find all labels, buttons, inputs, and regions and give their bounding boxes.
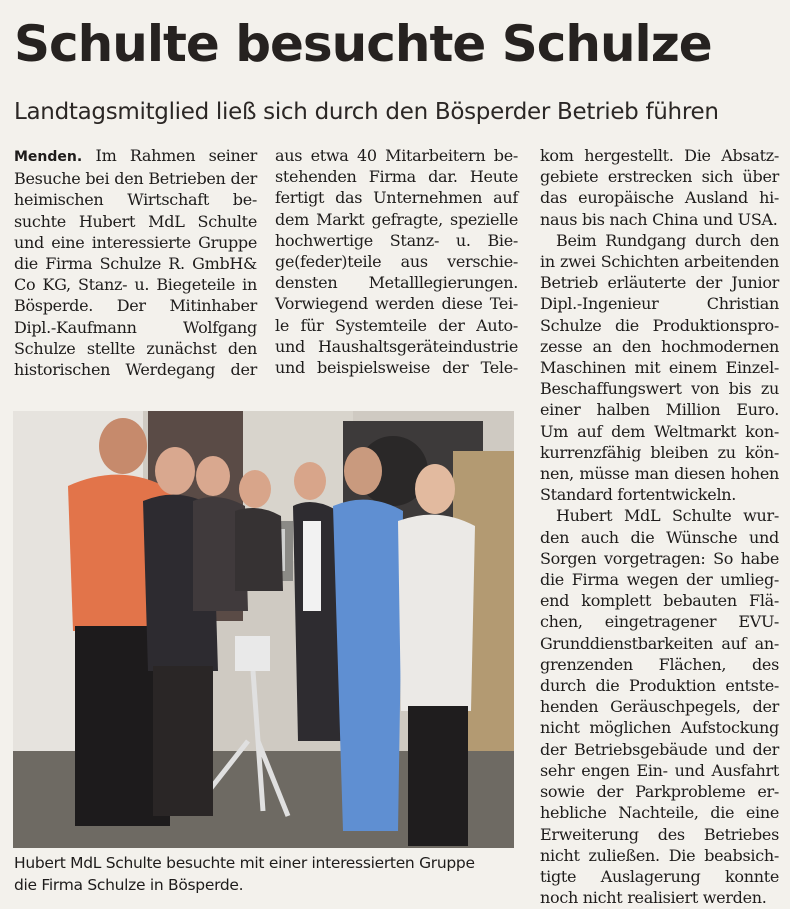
text-line: die Firma wegen der umlieg-: [540, 570, 779, 590]
caption-line: die Firma Schulze in Bösperde.: [14, 876, 244, 894]
text-line: zesse an den hochmodernen: [540, 336, 779, 356]
text-line: Co KG, Stanz- u. Biegeteile in: [14, 275, 257, 295]
text-line: Besuche bei den Betrieben der: [14, 169, 257, 189]
text-line: Betrieb erläuterte der Junior: [540, 273, 779, 293]
text-line: Beschaffungswert von bis zu: [540, 379, 779, 399]
text-line: und eine interessierte Gruppe: [14, 232, 257, 252]
text-line: Bösperde. Der Mitinhaber: [14, 296, 257, 316]
text-line: Dipl.-Ingenieur Christian: [540, 294, 779, 314]
text-line: fertigt das Unternehmen auf: [275, 188, 518, 208]
text-line: sowie der Parkprobleme er-: [540, 782, 779, 802]
text-line: nicht möglichen Aufstockung: [540, 718, 779, 738]
text-line: historischen Werdegang der: [14, 360, 257, 380]
text-line: le für Systemteile der Auto-: [275, 315, 518, 335]
text-line: kurrenzfähig bleiben zu kön-: [540, 442, 779, 462]
caption-line: Hubert MdL Schulte besuchte mit einer interessierten Gruppe: [14, 854, 475, 872]
headline: Schulte besuchte Schulze: [14, 15, 712, 73]
text-line: kom hergestellt. Die Absatz-: [540, 146, 779, 165]
text-line: das europäische Ausland hi-: [540, 188, 779, 208]
text-line: und beispielsweise der Tele-: [275, 358, 518, 378]
text-line: henden Geräuschpegels, der: [540, 697, 779, 717]
text-line: Beim Rundgang durch den: [556, 230, 779, 250]
text-line: Schulze stellte zunächst den: [14, 338, 257, 358]
photo-illustration: [13, 411, 514, 848]
text-line: durch die Produktion entste-: [540, 676, 779, 696]
text-line: densten Metalllegierungen.: [275, 273, 518, 293]
text-line: heimischen Wirtschaft be-: [14, 190, 257, 210]
text-line: nen, müsse man diesen hohen: [540, 464, 779, 484]
text-line: Um auf dem Weltmarkt kon-: [540, 421, 779, 441]
text-line: chen, eingetragener EVU-: [540, 612, 779, 632]
text-line: gebiete erstrecken sich über: [540, 167, 779, 187]
text-line: Dipl.-Kaufmann Wolfgang: [14, 317, 257, 337]
subheadline: Landtagsmitglied ließ sich durch den Bösperder Betrieb führen: [14, 99, 719, 125]
text-line: grenzenden Flächen, des: [540, 654, 779, 674]
text-line: hochwertige Stanz- u. Bie-: [275, 230, 518, 250]
text-line: nicht zuließen. Die beabsich-: [540, 845, 779, 865]
photo-caption: [14, 852, 524, 896]
text-line: Maschinen mit einem Einzel-: [540, 358, 779, 378]
news-photo: [13, 411, 514, 848]
text-line: der Betriebsgebäude und der: [540, 739, 779, 759]
article-column-1: [14, 145, 257, 380]
text-line: Erweiterung des Betriebes: [540, 824, 779, 844]
text-line: in zwei Schichten arbeitenden: [540, 252, 779, 272]
text-line: hebliche Nachteile, die eine: [540, 803, 779, 823]
text-line: aus etwa 40 Mitarbeitern be-: [275, 146, 518, 165]
dateline: Menden.: [14, 149, 83, 165]
text-line: noch nicht realisiert werden.: [540, 888, 767, 908]
text-line: einer halben Million Euro.: [540, 400, 779, 420]
text-line: Standard fortentwickeln.: [540, 485, 737, 505]
text-line: Vorwiegend werden diese Tei-: [275, 294, 518, 314]
article-column-2: [275, 145, 518, 378]
text-line: und Haushaltsgeräteindustrie: [275, 336, 518, 356]
text-line: Schulze die Produktionspro-: [540, 315, 779, 335]
text-line: den auch die Wünsche und: [540, 527, 779, 547]
text-line: ge(feder)teile aus verschie-: [275, 252, 518, 272]
text-line: Hubert MdL Schulte wur-: [556, 506, 779, 526]
text-line: sehr engen Ein- und Ausfahrt: [540, 760, 779, 780]
text-line: Sorgen vorgetragen: So habe: [540, 548, 779, 568]
text-line: end komplett bebauten Flä-: [540, 591, 779, 611]
article-column-3: [540, 145, 779, 908]
text-line: tigte Auslagerung konnte: [540, 866, 779, 886]
text-line: Grunddienstbarkeiten auf an-: [540, 633, 779, 653]
text-line: dem Markt gefragte, spezielle: [275, 209, 518, 229]
text-line: naus bis nach China und USA.: [540, 209, 778, 229]
text-line: die Firma Schulze R. GmbH&: [14, 254, 257, 274]
text-line: stehenden Firma dar. Heute: [275, 167, 518, 187]
text-line: Menden. Im Rahmen seiner: [14, 146, 257, 165]
text-line: suchte Hubert MdL Schulte: [14, 211, 257, 231]
